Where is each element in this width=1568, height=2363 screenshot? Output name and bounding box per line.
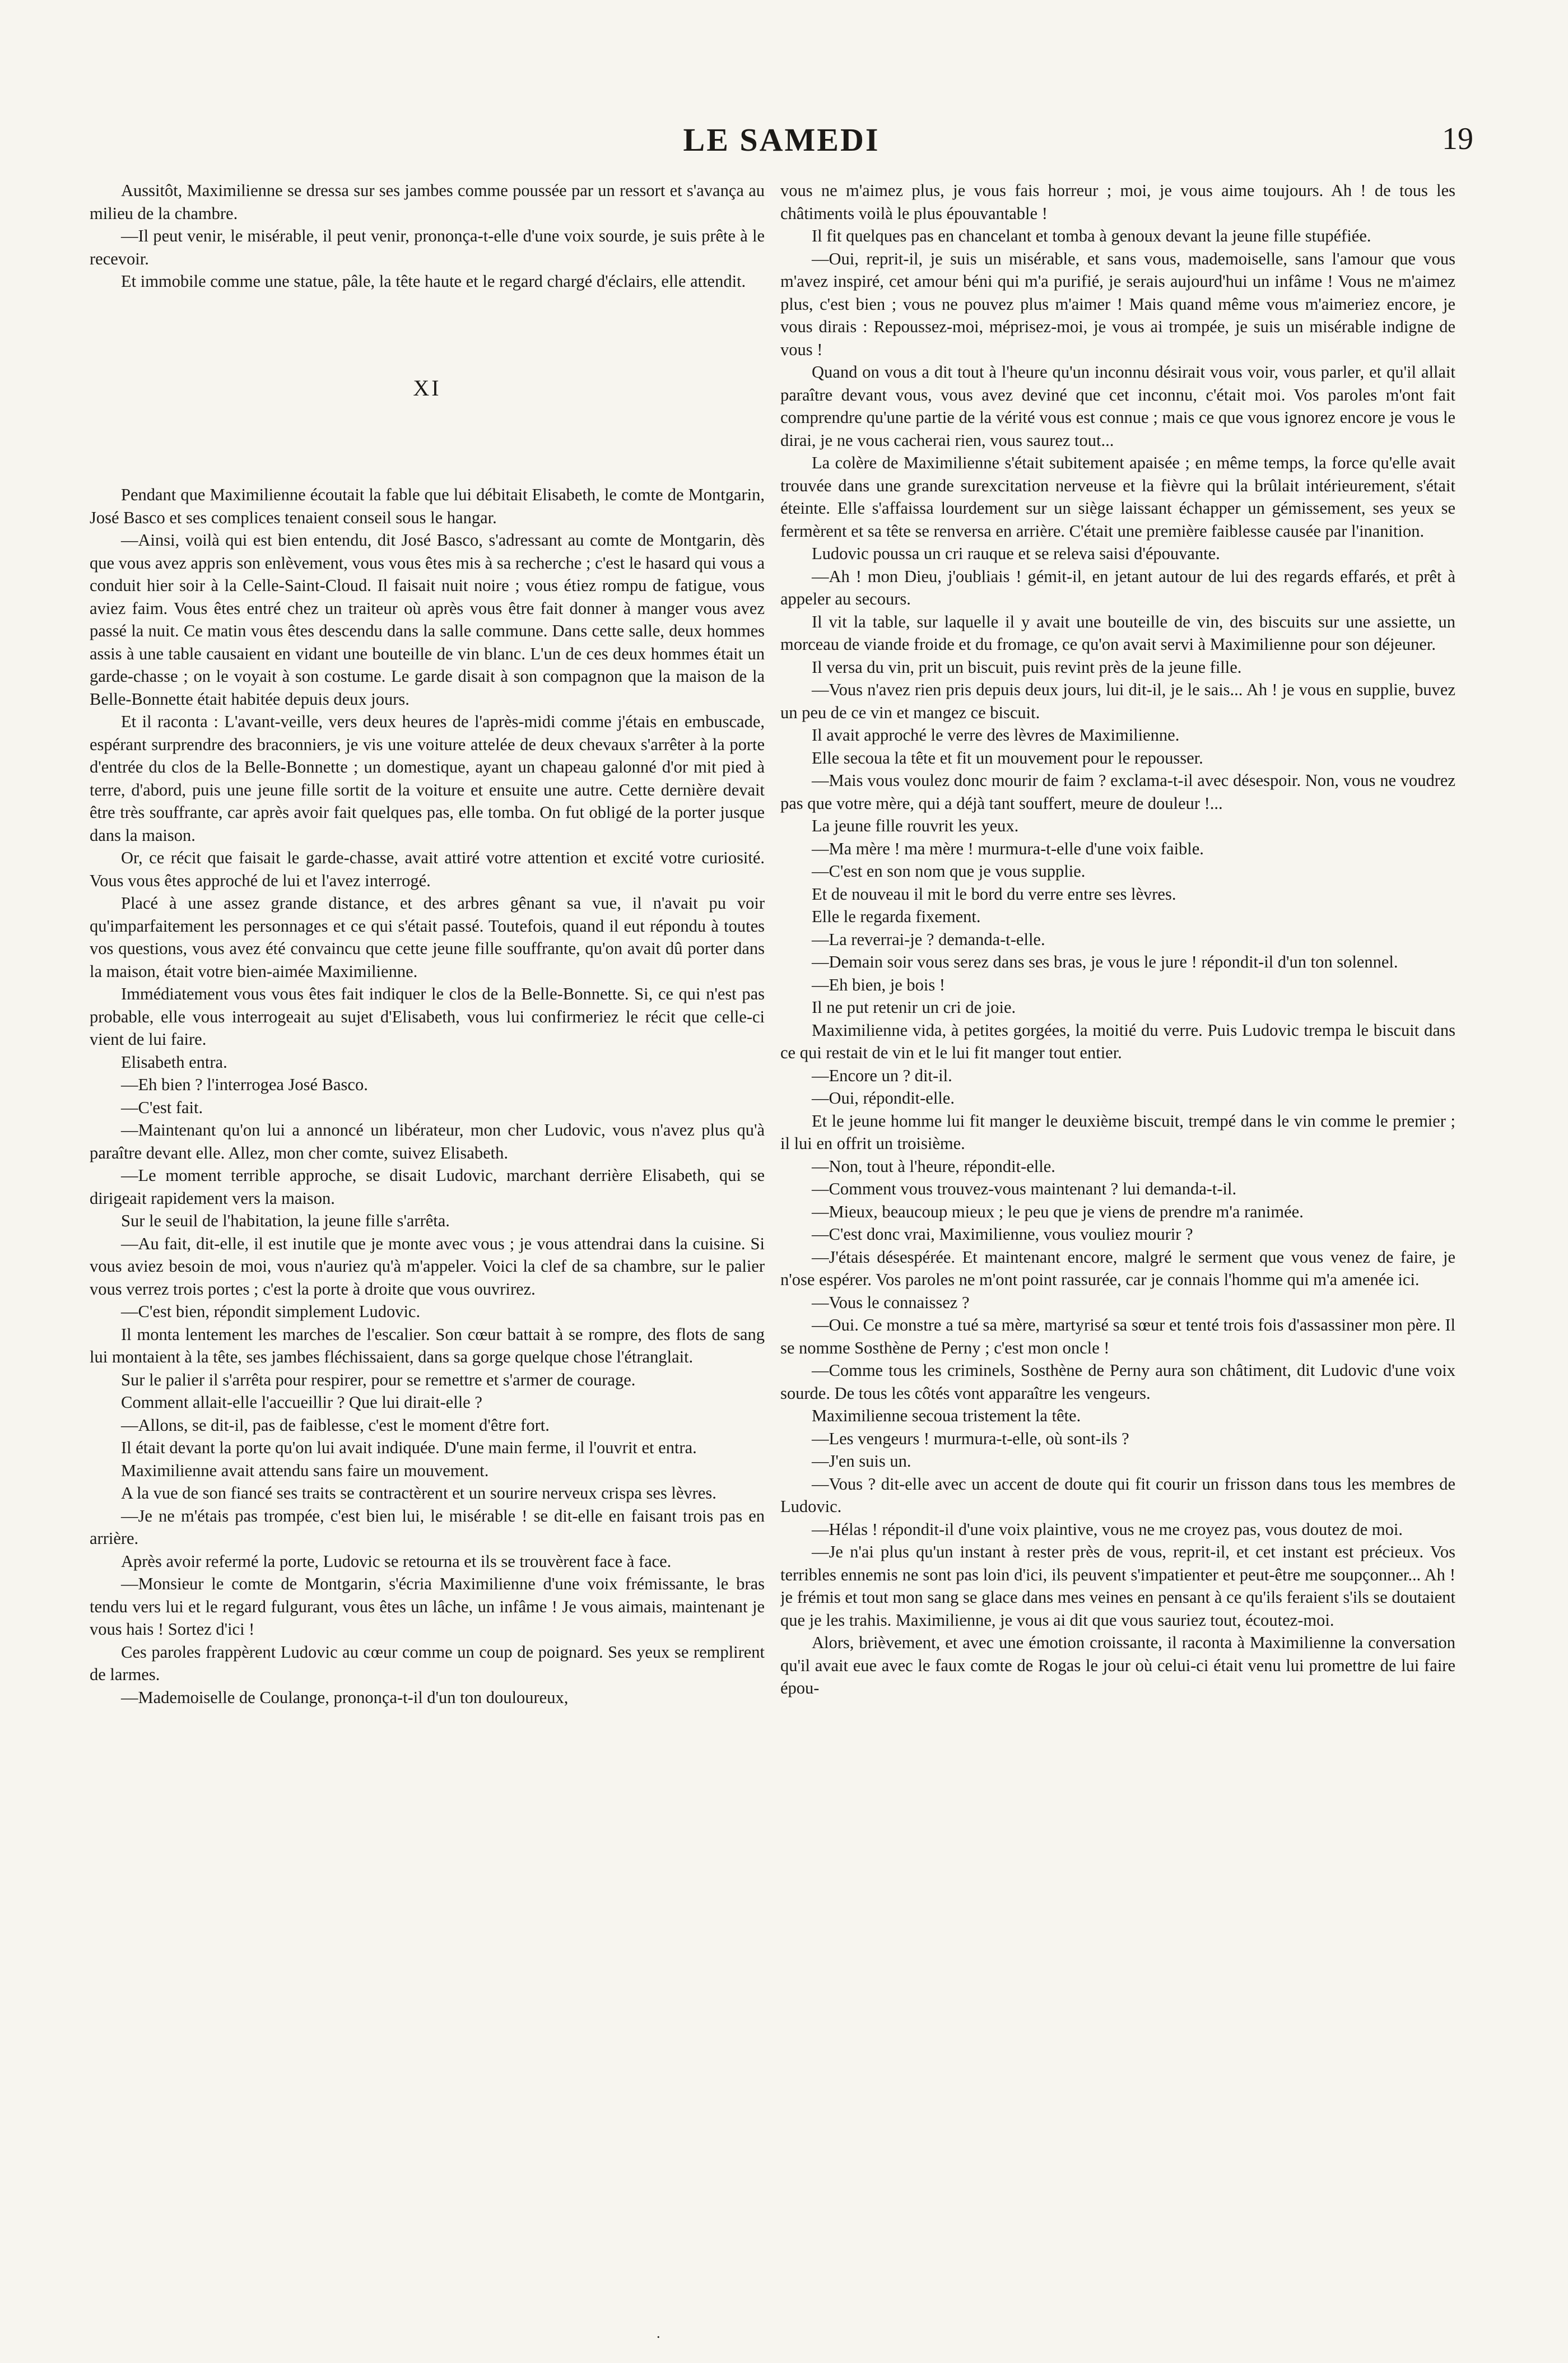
paragraph: La jeune fille rouvrit les yeux. (812, 816, 1019, 835)
paragraph: —Ah ! mon Dieu, j'oubliais ! gémit-il, en jetant autour de lui des regards effarés, et prêt à appeler au secours. (780, 566, 1455, 608)
paragraph: Or, ce récit que faisait le garde-chasse, avait attiré votre attention et excité votre curiosité. Vous vous êtes approché de lui et l'avez interrogé. (90, 848, 765, 890)
paragraph: —Mademoiselle de Coulange, prononça-t-il d'un ton douloureux, (121, 1687, 569, 1707)
paragraph: —Au fait, dit-elle, il est inutile que je monte avec vous ; je vous attendrai dans la cuisine. Si vous aviez besoin de moi, vous n'auriez qu'à m'appeler. Voici la clef de sa chambre, sur le palier vous verrez trois portes ; c'est la porte à droite que vous ouvrirez. (90, 1234, 765, 1299)
paragraph: Quand on vous a dit tout à l'heure qu'un inconnu désirait vous voir, vous parler, et qu'il allait paraître devant vous, vous avez deviné que cet inconnu, c'était moi. Vos paroles m'ont fait comprendre qu'une partie de la vérité vous est connue ; mais ce que vous ignorez encore je vous le dirai, je ne vous cacherai rien, vous saurez tout... (780, 362, 1455, 450)
paragraph: Immédiatement vous vous êtes fait indiquer le clos de la Belle-Bonnette. Si, ce qui n'est pas probable, elle vous interrogeait au sujet d'Elisabeth, vous lui confirmeriez le récit que celle-ci vient de lui faire. (90, 984, 765, 1049)
paragraph: —Oui, reprit-il, je suis un misérable, et sans vous, mademoiselle, sans l'amour que vous m'avez inspiré, cet amour béni qui m'a purifié, je serais aujourd'hui un infâme ! Vous ne m'aimez plus, c'est bien ; vous ne pouvez plus m'aimer ! Mais quand même vous m'aimeriez encore, je vous dirais : Repoussez-moi, méprisez-moi, je vous ai trompée, je suis un misérable indigne de vous ! (780, 249, 1455, 359)
paragraph: vous ne m'aimez plus, je vous fais horreur ; moi, je vous aime toujours. Ah ! de tous les châtiments voilà le plus épouvantable ! (780, 181, 1455, 223)
paragraph: —Oui, répondit-elle. (812, 1089, 955, 1108)
paragraph: —Eh bien ? l'interrogea José Basco. (121, 1075, 368, 1094)
right-column (780, 179, 1455, 2302)
paragraph: —Vous n'avez rien pris depuis deux jours, lui dit-il, je le sais... Ah ! je vous en supplie, buvez un peu de ce vin et mangez ce biscuit. (780, 680, 1455, 722)
paragraph: Elisabeth entra. (121, 1052, 227, 1072)
paragraph: —Je n'ai plus qu'un instant à rester près de vous, reprit-il, et cet instant est précieux. Vos terribles ennemis ne sont pas loin d'ici, ils peuvent s'impatienter et peut-être me soupçonner... Ah ! je frémis et tout mon sang se glace dans mes veines en pensant à ce qu'ils feraient s'ils se doutaient que je les trahis. Maximilienne, je vous ai dit que vous sauriez tout, écoutez-moi. (780, 1542, 1455, 1630)
paragraph: —Non, tout à l'heure, répondit-elle. (812, 1156, 1055, 1176)
paragraph: —Le moment terrible approche, se disait Ludovic, marchant derrière Elisabeth, qui se dirigeait rapidement vers la maison. (90, 1166, 765, 1208)
paragraph: Sur le seuil de l'habitation, la jeune fille s'arrêta. (121, 1211, 450, 1230)
paragraph: Elle secoua la tête et fit un mouvement pour le repousser. (812, 748, 1203, 767)
paragraph: A la vue de son fiancé ses traits se contractèrent et un sourire nerveux crispa ses lèvres. (121, 1483, 716, 1503)
paragraph: Elle le regarda fixement. (812, 907, 981, 926)
paragraph: Maximilienne secoua tristement la tête. (812, 1406, 1081, 1425)
paragraph: Il avait approché le verre des lèvres de Maximilienne. (812, 725, 1180, 745)
paragraph: —Il peut venir, le misérable, il peut venir, prononça-t-elle d'une voix sourde, je suis prête à le recevoir. (90, 226, 765, 268)
paragraph: Ludovic poussa un cri rauque et se releva saisi d'épouvante. (812, 544, 1220, 563)
paragraph: Et le jeune homme lui fit manger le deuxième biscuit, trempé dans le vin comme le premier ; il lui en offrit un troisième. (780, 1111, 1455, 1153)
paragraph: —Encore un ? dit-il. (812, 1066, 952, 1085)
paragraph: Alors, brièvement, et avec une émotion croissante, il raconta à Maximilienne la conversation qu'il avait eue avec le faux comte de Rogas le jour où celui-ci était venu lui promettre de lui faire épou- (780, 1633, 1455, 1697)
paragraph: Placé à une assez grande distance, et des arbres gênant sa vue, il n'avait pu voir qu'imparfaitement les personnages et ce qui s'était passé. Toutefois, quand il eut répondu à toutes vos questions, vous avez été convaincu que cette jeune fille souffrante, qu'on avait dû porter dans la maison, était votre bien-aimée Maximilienne. (90, 894, 765, 981)
footer-mark: . (657, 2325, 660, 2341)
paragraph: Il était devant la porte qu'on lui avait indiquée. D'une main ferme, il l'ouvrit et entra. (121, 1438, 697, 1457)
paragraph: —Allons, se dit-il, pas de faiblesse, c'est le moment d'être fort. (121, 1415, 550, 1435)
paragraph: Il ne put retenir un cri de joie. (812, 998, 1016, 1017)
paragraph: Ces paroles frappèrent Ludovic au cœur comme un coup de poignard. Ses yeux se remplirent de larmes. (90, 1642, 765, 1684)
paragraph: —Comment vous trouvez-vous maintenant ? lui demanda-t-il. (812, 1179, 1237, 1198)
paragraph: Et de nouveau il mit le bord du verre entre ses lèvres. (812, 884, 1176, 904)
paragraph: —Je ne m'étais pas trompée, c'est bien lui, le misérable ! se dit-elle en faisant trois pas en arrière. (90, 1506, 765, 1548)
paragraph: —Mais vous voulez donc mourir de faim ? exclama-t-il avec désespoir. Non, vous ne voudrez pas que votre mère, qui a déjà tant souffert, meure de douleur !... (780, 771, 1455, 813)
paragraph: —Comme tous les criminels, Sosthène de Perny aura son châtiment, dit Ludovic d'une voix sourde. De tous les côtés vont apparaître les vengeurs. (780, 1361, 1455, 1403)
paragraph: Et il raconta : L'avant-veille, vers deux heures de l'après-midi comme j'étais en embuscade, espérant surprendre des braconniers, je vis une voiture attelée de deux chevaux s'arrêter à la porte d'entrée du clos de la Belle-Bonnette ; un domestique, ayant un chapeau galonné d'or mit pied à terre, d'abord, puis une jeune fille sortit de la voiture et ensuite une autre. Cette dernière devait être très souffrante, car après avoir fait quelques pas, elle tomba. On fut obligé de la porter jusque dans la maison. (90, 712, 765, 845)
paragraph: Comment allait-elle l'accueillir ? Que lui dirait-elle ? (121, 1393, 482, 1412)
paragraph: La colère de Maximilienne s'était subitement apaisée ; en même temps, la force qu'elle avait trouvée dans une grande surexcitation nerveuse et la fièvre qui la brûlait intérieurement, s'était éteinte. Elle s'affaissa lourdement sur un siège laissant échapper un gémissement, ses yeux se fermèrent et sa tête se renversa en arrière. C'était une première faiblesse causée par l'inanition. (780, 453, 1455, 541)
paragraph: Maximilienne avait attendu sans faire un mouvement. (121, 1460, 489, 1480)
chapter-heading: XI (413, 375, 441, 401)
paragraph: —C'est donc vrai, Maximilienne, vous vouliez mourir ? (812, 1225, 1193, 1244)
paragraph: —C'est en son nom que je vous supplie. (812, 862, 1086, 881)
paragraph: —Maintenant qu'on lui a annoncé un libérateur, mon cher Ludovic, vous n'avez plus qu'à paraître devant elle. Allez, mon cher comte, suivez Elisabeth. (90, 1120, 765, 1162)
paragraph: —Vous ? dit-elle avec un accent de doute qui fit courir un frisson dans tous les membres de Ludovic. (780, 1474, 1455, 1516)
paragraph: Après avoir refermé la porte, Ludovic se retourna et ils se trouvèrent face à face. (121, 1551, 672, 1571)
paragraph: Il versa du vin, prit un biscuit, puis revint près de la jeune fille. (812, 657, 1242, 677)
paragraph: Et immobile comme une statue, pâle, la tête haute et le regard chargé d'éclairs, elle attendit. (121, 272, 746, 291)
publication-title: LE SAMEDI (683, 122, 880, 158)
paragraph: —La reverrai-je ? demanda-t-elle. (812, 929, 1045, 949)
paragraph: Maximilienne vida, à petites gorgées, la moitié du verre. Puis Ludovic trempa le biscuit dans ce qui restait de vin et le lui fit manger tout entier. (780, 1020, 1455, 1062)
paragraph: Il fit quelques pas en chancelant et tomba à genoux devant la jeune fille stupéfiée. (812, 226, 1371, 245)
paragraph: —Demain soir vous serez dans ses bras, je vous le jure ! répondit-il d'un ton solennel. (812, 952, 1398, 971)
paragraph: —Ainsi, voilà qui est bien entendu, dit José Basco, s'adressant au comte de Montgarin, dès que vous avez appris son enlèvement, vous vous êtes mis à sa recherche ; c'est le hasard qui vous a conduit hier soir à la Celle-Saint-Cloud. Il faisait nuit noire ; vous étiez rompu de fatigue, vous aviez faim. Vous êtes entré chez un traiteur où après vous être fait donner à manger vous avez passé la nuit. Ce matin vous êtes descendu dans la salle commune. Dans cette salle, deux hommes assis à une table causaient en vidant une bouteille de vin blanc. L'un de ces deux hommes était un garde-chasse ; on le voyait à son costume. Le garde disait à son compagnon que la maison de la Belle-Bonnette était habitée depuis deux jours. (90, 531, 765, 709)
paragraph: Sur le palier il s'arrêta pour respirer, pour se remettre et s'armer de courage. (121, 1370, 636, 1389)
left-column (90, 179, 765, 2302)
paragraph: —Eh bien, je bois ! (812, 975, 946, 994)
paragraph: Pendant que Maximilienne écoutait la fable que lui débitait Elisabeth, le comte de Montgarin, José Basco et ses complices tenaient conseil sous le hangar. (90, 485, 765, 527)
page-header (90, 121, 1473, 160)
paragraph: —Hélas ! répondit-il d'une voix plaintive, vous ne me croyez pas, vous doutez de moi. (812, 1519, 1403, 1539)
paragraph: —Les vengeurs ! murmura-t-elle, où sont-ils ? (812, 1429, 1129, 1448)
paragraph: Aussitôt, Maximilienne se dressa sur ses jambes comme poussée par un ressort et s'avança au milieu de la chambre. (90, 181, 765, 223)
page-number: 19 (1442, 122, 1473, 156)
paragraph: —Ma mère ! ma mère ! murmura-t-elle d'une voix faible. (812, 839, 1204, 858)
paragraph: —Monsieur le comte de Montgarin, s'écria Maximilienne d'une voix frémissante, le bras tendu vers lui et le regard fulgurant, vous êtes un lâche, un infâme ! Je vous aimais, maintenant je vous hais ! Sortez d'ici ! (90, 1574, 765, 1639)
paragraph: —J'en suis un. (812, 1452, 911, 1471)
paragraph: Il vit la table, sur laquelle il y avait une bouteille de vin, des biscuits sur une assiette, un morceau de viande froide et du fromage, ce qu'on avait servi à Maximilienne pour son déjeuner. (780, 612, 1455, 654)
paragraph: —C'est bien, répondit simplement Ludovic. (121, 1302, 421, 1321)
paragraph: —J'étais désespérée. Et maintenant encore, malgré le serment que vous venez de faire, je n'ose espérer. Vos paroles ne m'ont point rassurée, car je connais l'homme qui m'a amenée ici. (780, 1247, 1455, 1289)
paragraph: —C'est fait. (121, 1097, 203, 1117)
paragraph: —Mieux, beaucoup mieux ; le peu que je viens de prendre m'a ranimée. (812, 1202, 1304, 1221)
paragraph: —Oui. Ce monstre a tué sa mère, martyrisé sa sœur et tenté trois fois d'assassiner mon père. Il se nomme Sosthène de Perny ; c'est mon oncle ! (780, 1315, 1455, 1357)
paragraph: Il monta lentement les marches de l'escalier. Son cœur battait à se rompre, des flots de sang lui montaient à la tête, ses jambes fléchissaient, dans sa gorge quelque chose l'étranglait. (90, 1324, 765, 1366)
paragraph: —Vous le connaissez ? (812, 1292, 970, 1312)
